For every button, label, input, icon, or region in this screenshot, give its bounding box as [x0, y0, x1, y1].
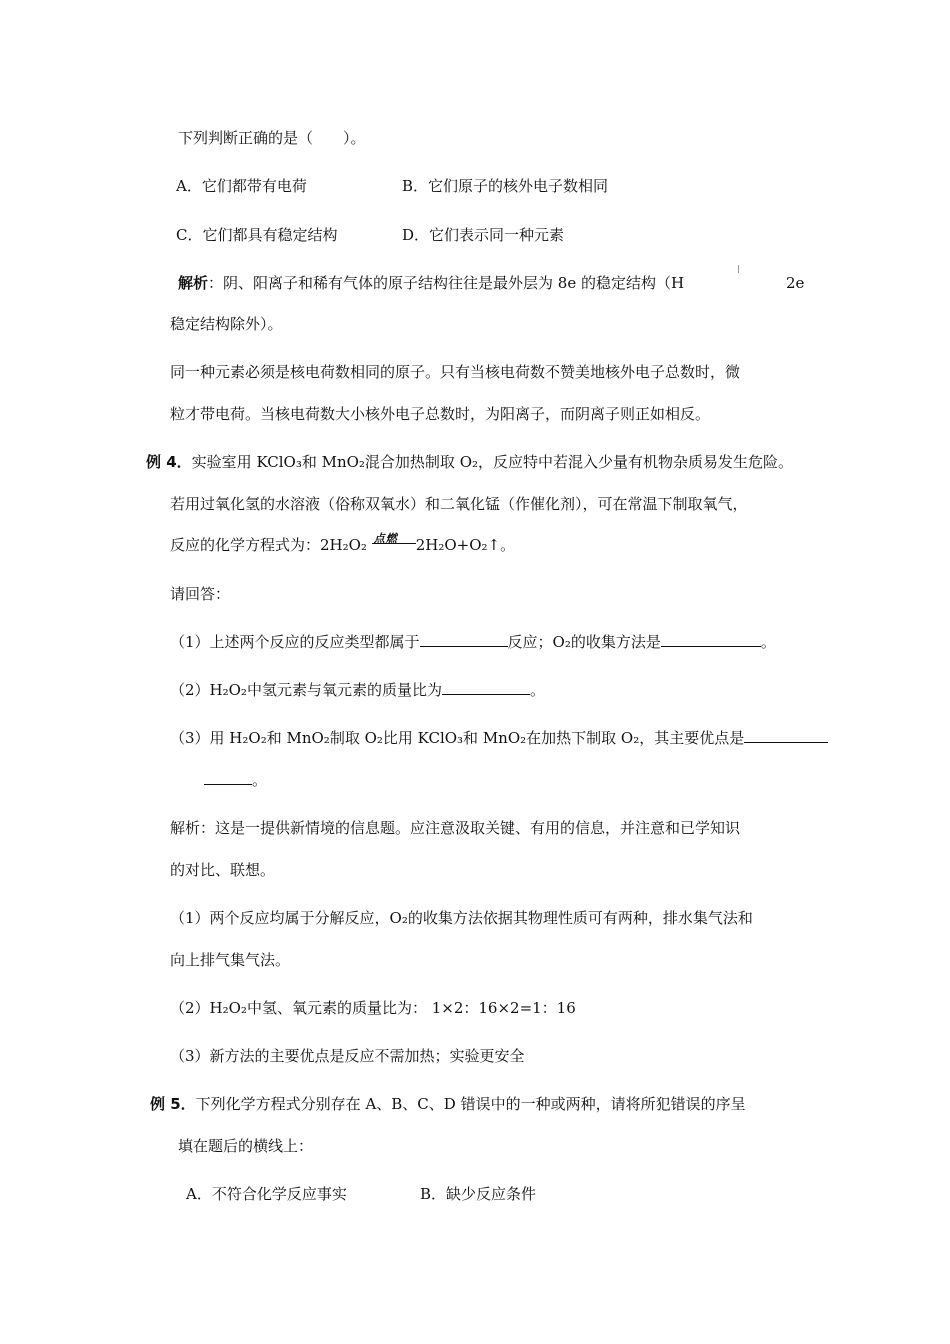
- reaction-condition: [372, 532, 416, 550]
- option-b: B．它们原子的核外电子数相同: [402, 177, 609, 195]
- example-5-option-a: A．不符合化学反应事实: [186, 1185, 347, 1203]
- collection-method-blank[interactable]: [661, 632, 761, 647]
- example-5-text: 下列化学方程式分别存在 A、B、C、D 错误中的一种或两种，请将所犯错误的序呈: [195, 1095, 746, 1113]
- analysis-text: ：阴、阳离子和稀有气体的原子结构往往是最外层为 8e 的稳定结构（H: [208, 274, 685, 292]
- analysis-label: 解析: [178, 274, 209, 292]
- sub-question-3-text: （3）用 H₂O₂和 MnO₂制取 O₂比用 KClO₃和 MnO₂在加热下制取 O₂，其主要优点是: [170, 729, 745, 747]
- sub-question-1-text-a: （1）上述两个反应的反应类型都属于: [170, 633, 420, 651]
- example-4-line-2: 若用过氧化氢的水溶液（俗称双氧水）和二氧化锰（作催化剂），可在常温下制取氧气，: [170, 495, 748, 513]
- answer-2: （2）H₂O₂中氢、氧元素的质量比为： 1×2：16×2=1：16: [170, 999, 576, 1017]
- equation-product: 2H₂O+O₂↑。: [415, 536, 516, 554]
- scan-mark: [738, 265, 739, 273]
- answer-1-line-1: （1）两个反应均属于分解反应，O₂的收集方法依据其物理性质可有两种，排水集气法和: [170, 909, 753, 927]
- option-a: A．它们都带有电荷: [176, 177, 307, 195]
- reaction-type-blank[interactable]: [420, 632, 508, 647]
- example-4-label: 例 4．: [146, 453, 192, 471]
- option-d: D．它们表示同一种元素: [402, 226, 565, 244]
- analysis-line-2: 稳定结构除外）。: [170, 315, 283, 333]
- sub-question-2-text-b: 。: [529, 681, 545, 699]
- sub-question-1-text-b: 反应；O₂的收集方法是: [507, 633, 661, 651]
- reaction-arrow-bar: [372, 543, 416, 544]
- example-5-label: 例 5．: [150, 1095, 196, 1113]
- example-5-line-1: [150, 1094, 746, 1114]
- answer-3: （3）新方法的主要优点是反应不需加热；实验更安全: [170, 1047, 525, 1065]
- sub-question-1: [170, 632, 776, 652]
- example-5-option-b: B．缺少反应条件: [420, 1185, 537, 1203]
- ex4-analysis-line-1: 解析：这是一提供新情境的信息题。应注意汲取关键、有用的信息，并注意和已学知识: [170, 819, 741, 837]
- analysis-line-1-end: 2e: [786, 274, 805, 292]
- sub-question-3: [170, 728, 828, 748]
- analysis-line-1: [178, 273, 684, 293]
- example-4-equation: [170, 532, 516, 555]
- sub-question-3-continued: [204, 770, 267, 790]
- analysis-line-3: 同一种元素必须是核电荷数相同的原子。只有当核电荷数不赞美地核外电子总数时，微: [170, 363, 741, 381]
- sub-question-3-end: 。: [252, 771, 268, 789]
- question-stem: 下列判断正确的是（ ）。: [178, 129, 366, 147]
- reaction-condition-text: 点燃: [373, 532, 398, 545]
- example-5-line-2: 填在题后的横线上：: [178, 1137, 314, 1155]
- option-c: C．它们都具有稳定结构: [176, 226, 338, 244]
- answer-1-line-2: 向上排气集气法。: [170, 951, 291, 969]
- sub-question-1-text-c: 。: [760, 633, 776, 651]
- ex4-analysis-line-2: 的对比、联想。: [170, 861, 276, 879]
- advantage-blank-continued[interactable]: [204, 770, 252, 785]
- example-4-text: 实验室用 KClO₃和 MnO₂混合加热制取 O₂，反应特中若混入少量有机物杂质易发生危险。: [191, 453, 794, 471]
- sub-question-2-text-a: （2）H₂O₂中氢元素与氧元素的质量比为: [170, 681, 442, 699]
- sub-question-2: [170, 680, 545, 700]
- example-4-line-1: [146, 452, 793, 472]
- analysis-line-4: 粒才带电荷。当核电荷数大小核外电子总数时，为阳离子，而阴离子则正如相反。: [170, 405, 711, 423]
- answer-prompt: 请回答：: [170, 585, 231, 603]
- equation-reactant: 反应的化学方程式为：2H₂O₂: [170, 536, 367, 554]
- advantage-blank[interactable]: [744, 728, 828, 743]
- mass-ratio-blank[interactable]: [442, 680, 530, 695]
